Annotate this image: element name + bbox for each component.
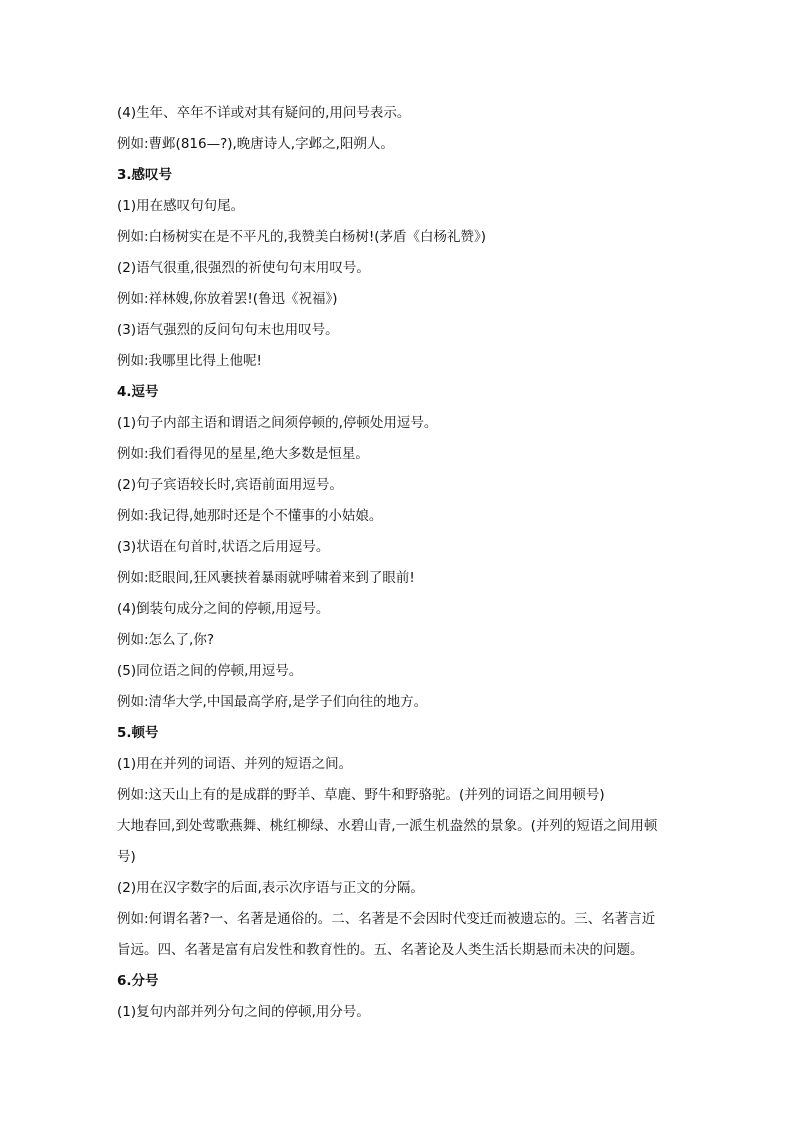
section-heading-semicolon: 6.分号 [117, 973, 159, 989]
example-line: 例如:曹邺(816—?),晚唐诗人,字邺之,阳朔人。 [117, 136, 394, 152]
text-line: (1)句子内部主语和谓语之间须停顿的,停顿处用逗号。 [117, 415, 438, 431]
example-line: 例如:怎么了,你? [117, 632, 215, 648]
example-line: 例如:祥林嫂,你放着罢!(鲁迅《祝福》) [117, 291, 338, 307]
example-line: 例如:我哪里比得上他呢! [117, 353, 262, 369]
text-line: (3)状语在句首时,状语之后用逗号。 [117, 539, 330, 555]
text-line: (5)同位语之间的停顿,用逗号。 [117, 663, 303, 679]
text-line: (3)语气强烈的反问句句末也用叹号。 [117, 322, 339, 338]
example-line: 例如:眨眼间,狂风裹挟着暴雨就呼啸着来到了眼前! [117, 570, 415, 586]
example-line: 大地春回,到处莺歌燕舞、桃红柳绿、水碧山青,一派生机盎然的景象。(并列的短语之间用顿 [117, 818, 658, 834]
text-line: (1)用在感叹句句尾。 [117, 198, 245, 214]
text-line: (4)倒装句成分之间的停顿,用逗号。 [117, 601, 330, 617]
text-line: (1)复句内部并列分句之间的停顿,用分号。 [117, 1004, 370, 1020]
example-line-continuation: 旨远。四、名著是富有启发性和教育性的。五、名著论及人类生活长期悬而未决的问题。 [117, 942, 644, 958]
text-line: (1)用在并列的词语、并列的短语之间。 [117, 756, 353, 772]
section-heading-comma: 4.逗号 [117, 384, 159, 400]
example-line-continuation: 号) [117, 849, 136, 865]
example-line: 例如:我记得,她那时还是个不懂事的小姑娘。 [117, 508, 383, 524]
example-line: 例如:何谓名著?一、名著是通俗的。二、名著是不会因时代变迁而被遗忘的。三、名著言近 [117, 911, 656, 927]
text-line: (2)语气很重,很强烈的祈使句句末用叹号。 [117, 260, 370, 276]
example-line: 例如:白杨树实在是不平凡的,我赞美白杨树!(茅盾《白杨礼赞》) [117, 229, 487, 245]
text-line: (2)用在汉字数字的后面,表示次序语与正文的分隔。 [117, 880, 424, 896]
section-heading-exclamation: 3.感叹号 [117, 167, 173, 183]
example-line: 例如:清华大学,中国最高学府,是学子们向往的地方。 [117, 694, 428, 710]
text-line: (2)句子宾语较长时,宾语前面用逗号。 [117, 477, 343, 493]
document-body [117, 98, 677, 1028]
section-heading-enumeration-comma: 5.顿号 [117, 725, 159, 741]
example-line: 例如:我们看得见的星星,绝大多数是恒星。 [117, 446, 369, 462]
example-line: 例如:这天山上有的是成群的野羊、草鹿、野牛和野骆驼。(并列的词语之间用顿号) [117, 787, 605, 803]
text-line: (4)生年、卒年不详或对其有疑问的,用问号表示。 [117, 105, 411, 121]
